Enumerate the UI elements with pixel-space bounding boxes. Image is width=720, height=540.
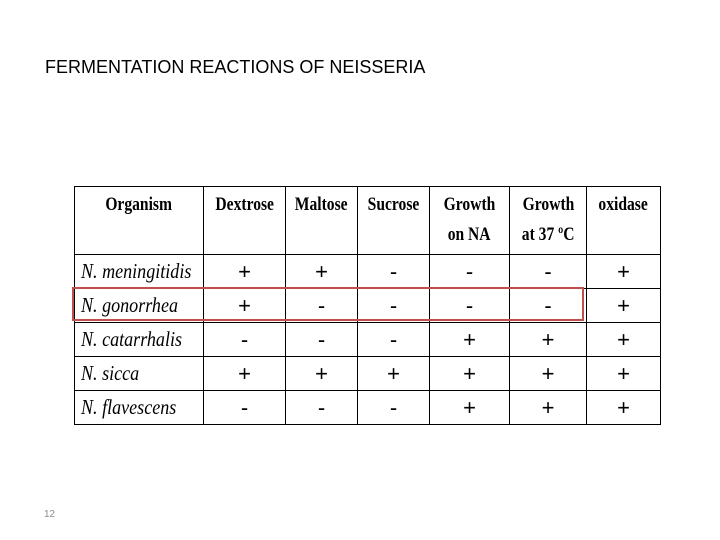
slide-title: FERMENTATION REACTIONS OF NEISSERIA	[45, 57, 426, 77]
header-growth-on-na: Growth on NA	[430, 187, 510, 255]
dextrose-cell: -	[204, 391, 286, 425]
organism-cell: N. meningitidis	[75, 255, 204, 289]
header-dextrose: Dextrose	[204, 187, 286, 255]
growth-37c-cell: -	[510, 289, 587, 323]
sucrose-cell: -	[358, 391, 430, 425]
organism-cell: N. flavescens	[75, 391, 204, 425]
maltose-cell: -	[286, 391, 358, 425]
header-oxidase: oxidase	[587, 187, 661, 255]
table-row-meningitidis	[75, 255, 661, 289]
growth-37c-cell: -	[510, 255, 587, 289]
slide-number: 12	[44, 509, 56, 520]
maltose-cell: +	[286, 357, 358, 391]
dextrose-cell: +	[204, 357, 286, 391]
sucrose-cell: -	[358, 289, 430, 323]
maltose-cell: -	[286, 289, 358, 323]
table-row-flavescens	[75, 391, 661, 425]
oxidase-cell: +	[587, 255, 661, 289]
header-organism: Organism	[75, 187, 204, 255]
maltose-cell: -	[286, 323, 358, 357]
table-row-gonorrhea	[75, 289, 661, 323]
growth-na-cell: -	[430, 255, 510, 289]
maltose-cell: +	[286, 255, 358, 289]
growth-na-cell: +	[430, 357, 510, 391]
dextrose-cell: -	[204, 323, 286, 357]
oxidase-cell: +	[587, 357, 661, 391]
organism-cell: N. catarrhalis	[75, 323, 204, 357]
header-growth-at-37c: Growth at 37 ºC	[510, 187, 587, 255]
sucrose-cell: +	[358, 357, 430, 391]
fermentation-table	[74, 186, 661, 425]
table-row-catarrhalis	[75, 323, 661, 357]
oxidase-cell: +	[587, 391, 661, 425]
growth-na-cell: -	[430, 289, 510, 323]
oxidase-cell: +	[587, 323, 661, 357]
growth-37c-cell: +	[510, 357, 587, 391]
sucrose-cell: -	[358, 323, 430, 357]
header-row	[75, 187, 661, 255]
dextrose-cell: +	[204, 289, 286, 323]
growth-na-cell: +	[430, 391, 510, 425]
growth-na-cell: +	[430, 323, 510, 357]
oxidase-cell: +	[587, 289, 661, 323]
header-maltose: Maltose	[286, 187, 358, 255]
sucrose-cell: -	[358, 255, 430, 289]
organism-cell: N. gonorrhea	[75, 289, 204, 323]
dextrose-cell: +	[204, 255, 286, 289]
table-row-sicca	[75, 357, 661, 391]
organism-cell: N. sicca	[75, 357, 204, 391]
growth-37c-cell: +	[510, 391, 587, 425]
growth-37c-cell: +	[510, 323, 587, 357]
header-sucrose: Sucrose	[358, 187, 430, 255]
fermentation-table-container	[74, 186, 662, 430]
